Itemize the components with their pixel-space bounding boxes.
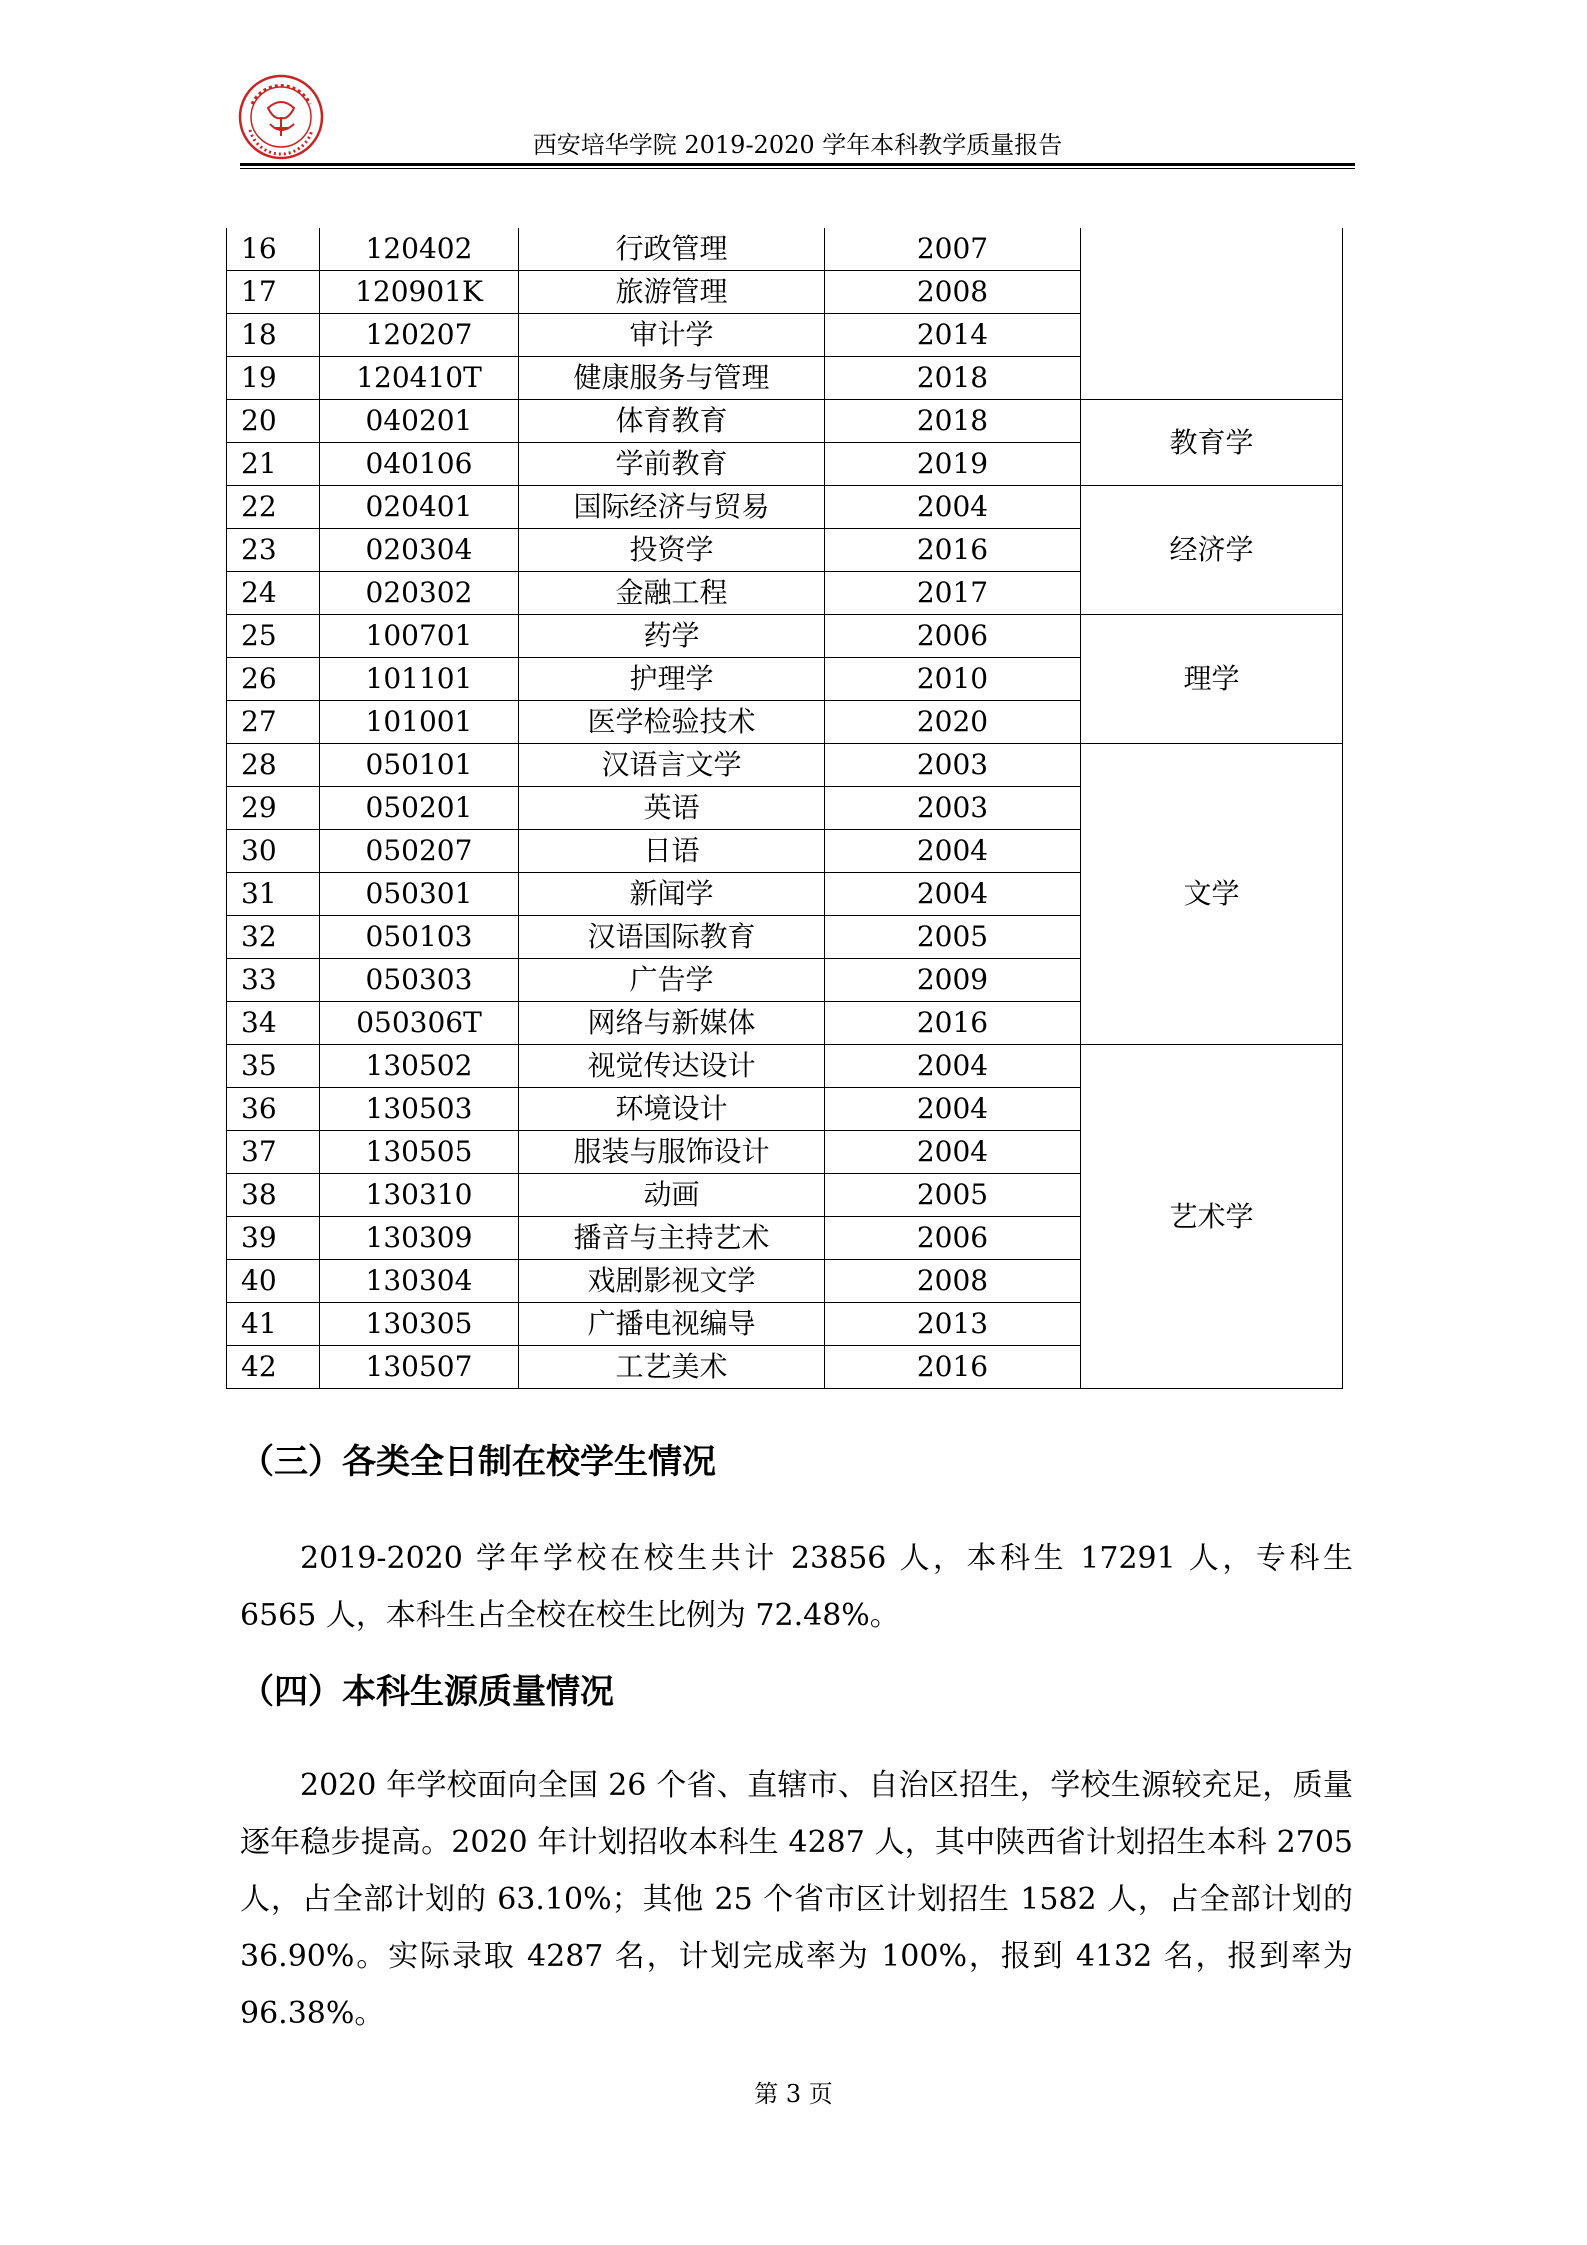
header-rule xyxy=(240,163,1355,166)
cell-year: 2004 xyxy=(825,830,1081,873)
cell-name: 服装与服饰设计 xyxy=(519,1131,825,1174)
cell-year: 2004 xyxy=(825,486,1081,529)
cell-code: 050103 xyxy=(320,916,519,959)
cell-name: 行政管理 xyxy=(519,228,825,271)
cell-no: 31 xyxy=(227,873,320,916)
cell-year: 2010 xyxy=(825,658,1081,701)
table-row xyxy=(227,228,1343,271)
cell-name: 视觉传达设计 xyxy=(519,1045,825,1088)
cell-no: 18 xyxy=(227,314,320,357)
cell-no: 20 xyxy=(227,400,320,443)
cell-code: 050201 xyxy=(320,787,519,830)
cell-name: 审计学 xyxy=(519,314,825,357)
table-row xyxy=(227,486,1343,529)
cell-category: 艺术学 xyxy=(1081,1045,1343,1389)
cell-year: 2004 xyxy=(825,1045,1081,1088)
cell-year: 2016 xyxy=(825,529,1081,572)
cell-no: 42 xyxy=(227,1346,320,1389)
cell-code: 050207 xyxy=(320,830,519,873)
cell-no: 17 xyxy=(227,271,320,314)
section4-text: 2020 年学校面向全国 26 个省、直辖市、自治区招生，学校生源较充足，质量逐年稳步提高。2020 年计划招收本科生 4287 人，其中陕西省计划招生本科 2705 人，占全部计划的 63.10%；其他 25 个省市区计划招生 1582 人，占全部计划的 36.90%。实际录取 4287 名，计划完成率为 100%，报到 4132 名，报到率为 96.38%。 xyxy=(240,1768,1353,2031)
cell-name: 药学 xyxy=(519,615,825,658)
cell-year: 2018 xyxy=(825,357,1081,400)
cell-code: 050101 xyxy=(320,744,519,787)
cell-name: 环境设计 xyxy=(519,1088,825,1131)
cell-code: 050306T xyxy=(320,1002,519,1045)
cell-name: 汉语国际教育 xyxy=(519,916,825,959)
cell-code: 020304 xyxy=(320,529,519,572)
cell-no: 24 xyxy=(227,572,320,615)
cell-name: 播音与主持艺术 xyxy=(519,1217,825,1260)
cell-name: 动画 xyxy=(519,1174,825,1217)
cell-code: 120207 xyxy=(320,314,519,357)
cell-year: 2004 xyxy=(825,1131,1081,1174)
cell-year: 2003 xyxy=(825,744,1081,787)
cell-no: 29 xyxy=(227,787,320,830)
cell-no: 40 xyxy=(227,1260,320,1303)
cell-code: 100701 xyxy=(320,615,519,658)
cell-code: 120410T xyxy=(320,357,519,400)
page-number: 第 3 页 xyxy=(754,2080,833,2108)
cell-no: 25 xyxy=(227,615,320,658)
cell-year: 2016 xyxy=(825,1346,1081,1389)
header-title: 西安培华学院 2019-2020 学年本科教学质量报告 xyxy=(532,131,1063,159)
cell-name: 日语 xyxy=(519,830,825,873)
cell-name: 体育教育 xyxy=(519,400,825,443)
cell-category: 教育学 xyxy=(1081,400,1343,486)
cell-name: 广播电视编导 xyxy=(519,1303,825,1346)
majors-table xyxy=(226,228,1343,1389)
cell-code: 101101 xyxy=(320,658,519,701)
cell-code: 130503 xyxy=(320,1088,519,1131)
cell-no: 41 xyxy=(227,1303,320,1346)
cell-year: 2009 xyxy=(825,959,1081,1002)
cell-no: 28 xyxy=(227,744,320,787)
table-row xyxy=(227,744,1343,787)
cell-year: 2006 xyxy=(825,1217,1081,1260)
majors-table-body xyxy=(227,228,1343,1389)
cell-year: 2004 xyxy=(825,873,1081,916)
cell-name: 金融工程 xyxy=(519,572,825,615)
cell-code: 130505 xyxy=(320,1131,519,1174)
cell-year: 2003 xyxy=(825,787,1081,830)
cell-no: 36 xyxy=(227,1088,320,1131)
cell-year: 2006 xyxy=(825,615,1081,658)
cell-code: 040106 xyxy=(320,443,519,486)
cell-no: 26 xyxy=(227,658,320,701)
cell-no: 37 xyxy=(227,1131,320,1174)
section3-text: 2019-2020 学年学校在校生共计 23856 人，本科生 17291 人，专科生 6565 人，本科生占全校在校生比例为 72.48%。 xyxy=(240,1541,1353,1633)
cell-code: 120402 xyxy=(320,228,519,271)
section4-heading: （四）本科生源质量情况 xyxy=(240,1672,614,1712)
cell-name: 健康服务与管理 xyxy=(519,357,825,400)
table-row xyxy=(227,1045,1343,1088)
cell-year: 2005 xyxy=(825,916,1081,959)
cell-name: 戏剧影视文学 xyxy=(519,1260,825,1303)
table-row xyxy=(227,615,1343,658)
cell-category xyxy=(1081,228,1343,400)
cell-name: 汉语言文学 xyxy=(519,744,825,787)
cell-no: 38 xyxy=(227,1174,320,1217)
cell-no: 19 xyxy=(227,357,320,400)
cell-code: 130309 xyxy=(320,1217,519,1260)
cell-year: 2005 xyxy=(825,1174,1081,1217)
cell-no: 27 xyxy=(227,701,320,744)
cell-code: 130310 xyxy=(320,1174,519,1217)
cell-year: 2020 xyxy=(825,701,1081,744)
cell-year: 2014 xyxy=(825,314,1081,357)
cell-no: 16 xyxy=(227,228,320,271)
cell-name: 国际经济与贸易 xyxy=(519,486,825,529)
cell-code: 050301 xyxy=(320,873,519,916)
cell-year: 2007 xyxy=(825,228,1081,271)
cell-category: 经济学 xyxy=(1081,486,1343,615)
cell-year: 2008 xyxy=(825,271,1081,314)
cell-name: 学前教育 xyxy=(519,443,825,486)
cell-year: 2019 xyxy=(825,443,1081,486)
cell-no: 22 xyxy=(227,486,320,529)
cell-code: 050303 xyxy=(320,959,519,1002)
cell-category: 理学 xyxy=(1081,615,1343,744)
cell-code: 130304 xyxy=(320,1260,519,1303)
cell-code: 020302 xyxy=(320,572,519,615)
cell-name: 护理学 xyxy=(519,658,825,701)
cell-name: 旅游管理 xyxy=(519,271,825,314)
cell-code: 020401 xyxy=(320,486,519,529)
cell-code: 040201 xyxy=(320,400,519,443)
cell-year: 2016 xyxy=(825,1002,1081,1045)
cell-no: 39 xyxy=(227,1217,320,1260)
cell-year: 2013 xyxy=(825,1303,1081,1346)
cell-code: 130305 xyxy=(320,1303,519,1346)
cell-code: 101001 xyxy=(320,701,519,744)
cell-no: 32 xyxy=(227,916,320,959)
table-row xyxy=(227,400,1343,443)
cell-name: 工艺美术 xyxy=(519,1346,825,1389)
cell-name: 网络与新媒体 xyxy=(519,1002,825,1045)
cell-code: 120901K xyxy=(320,271,519,314)
cell-code: 130507 xyxy=(320,1346,519,1389)
cell-category: 文学 xyxy=(1081,744,1343,1045)
cell-name: 投资学 xyxy=(519,529,825,572)
cell-name: 医学检验技术 xyxy=(519,701,825,744)
cell-year: 2018 xyxy=(825,400,1081,443)
cell-name: 英语 xyxy=(519,787,825,830)
cell-code: 130502 xyxy=(320,1045,519,1088)
section3-heading: （三）各类全日制在校学生情况 xyxy=(240,1442,716,1482)
cell-name: 广告学 xyxy=(519,959,825,1002)
header-rule-thin xyxy=(240,168,1355,169)
cell-no: 34 xyxy=(227,1002,320,1045)
cell-year: 2017 xyxy=(825,572,1081,615)
cell-no: 23 xyxy=(227,529,320,572)
cell-no: 33 xyxy=(227,959,320,1002)
cell-no: 30 xyxy=(227,830,320,873)
cell-no: 35 xyxy=(227,1045,320,1088)
cell-name: 新闻学 xyxy=(519,873,825,916)
cell-year: 2008 xyxy=(825,1260,1081,1303)
cell-no: 21 xyxy=(227,443,320,486)
cell-year: 2004 xyxy=(825,1088,1081,1131)
